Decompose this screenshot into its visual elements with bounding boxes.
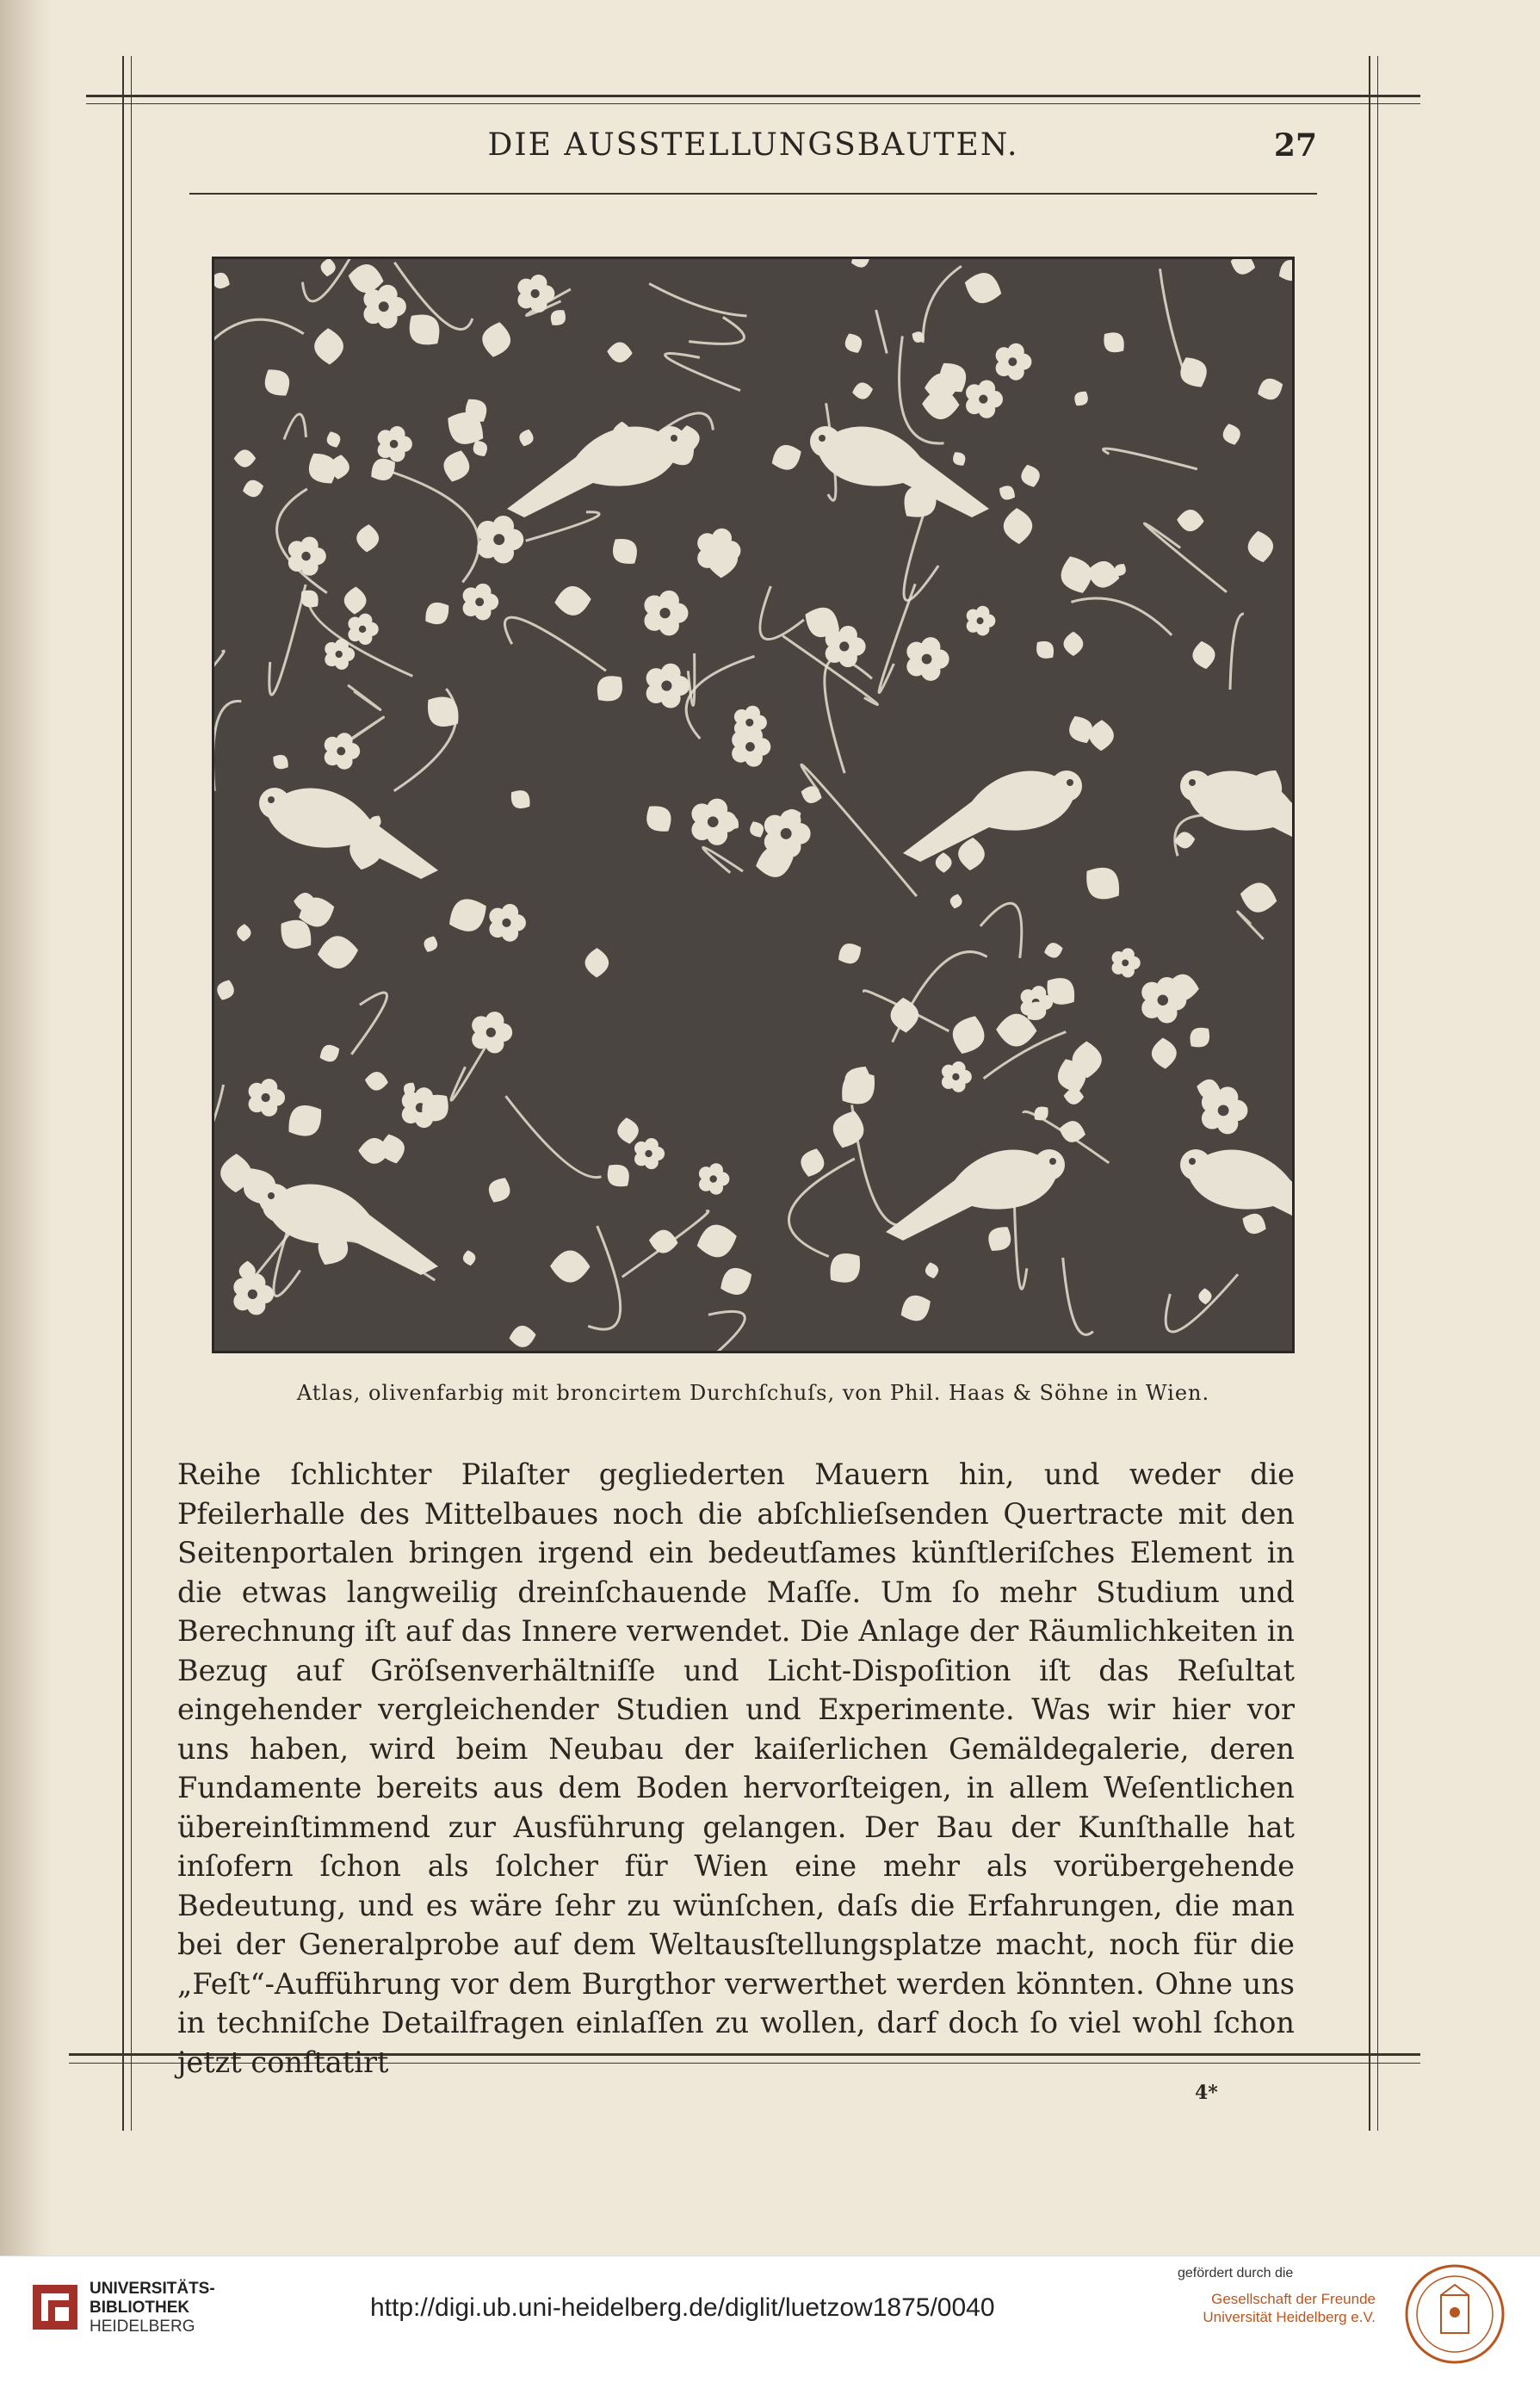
textile-pattern-illustration [212, 257, 1295, 1353]
top-rule [86, 95, 1420, 97]
body-paragraph: Reihe ſchlichter Pilaſter gegliederten Mauern hin, und weder die Pfeilerhalle des Mittelbaues noch die abſchlieſsenden Quertracte mit den Seitenportalen bringen irgend ein bedeutſames künſtleriſches Element in die etwas langweilig dreinſchauende Maſſe. Um ſo mehr Studium und Berechnung iſt auf das Innere verwendet. Die Anlage der Räumlichkeiten in Bezug auf Gröſsenverhältniſſe und Licht-Dispoſition iſt das Reſultat eingehender vergleichender Studien und Experimente. Was wir hier vor uns haben, wird beim Neubau der kaiſerlichen Gemäldegalerie, deren Fundamente bereits aus dem Boden hervorſteigen, in allem Weſentlichen übereinſtimmend zur Ausführung gelangen. Der Bau der Kunſthalle hat inſofern ſchon als ſolcher für Wien eine mehr als vorübergehende Bedeutung, und es wäre ſehr zu wünſchen, daſs die Erfahrungen, die man bei der Generalprobe auf dem Weltausſtellungsplatze macht, noch für die „Feſt“-Aufführung vor dem Burgthor verwerthet werden könnten. Ohne uns in techniſche Detailfragen einlaſſen zu wollen, darf doch ſo viel wohl ſchon jetzt conſtatirt [177, 1457, 1295, 2079]
library-name-line2: BIBLIOTHEK [90, 2299, 190, 2317]
university-seal-icon [1403, 2262, 1506, 2366]
top-rule-thin [86, 103, 1420, 104]
page-number: 27 [1273, 127, 1317, 164]
library-logo-icon [29, 2281, 81, 2333]
signature-mark: 4* [1195, 2082, 1218, 2104]
figure-caption: Atlas, olivenfarbig mit broncirtem Durchſchuſs, von Phil. Haas & Söhne in Wien. [296, 1381, 1210, 1405]
body-text [177, 1455, 1295, 2082]
sponsor-society-line1: Gesellschaft der Freunde [1211, 2291, 1376, 2307]
running-header [189, 127, 1317, 179]
library-name-line3: HEIDELBERG [90, 2318, 195, 2336]
library-name-line1: UNIVERSITÄTS- [90, 2280, 215, 2298]
header-rule [189, 193, 1317, 195]
left-frame-line [122, 56, 124, 2131]
sponsor-promo: gefördert durch die [1178, 2266, 1294, 2281]
right-frame-line [1369, 56, 1370, 2131]
library-name [90, 2280, 215, 2336]
sponsor-society-line2: Universität Heidelberg e.V. [1203, 2309, 1376, 2325]
running-title: DIE AUSSTELLUNGSBAUTEN. [487, 127, 1019, 163]
permalink-url[interactable]: http://digi.ub.uni-heidelberg.de/diglit/luetzow1875/0040 [370, 2293, 995, 2322]
right-frame-line-inner [1377, 56, 1378, 2131]
damask-pattern-graphic [214, 259, 1292, 1351]
left-frame-line-inner [131, 56, 132, 2131]
book-spine-shadow [0, 0, 52, 2256]
sponsor-block [1178, 2266, 1376, 2326]
